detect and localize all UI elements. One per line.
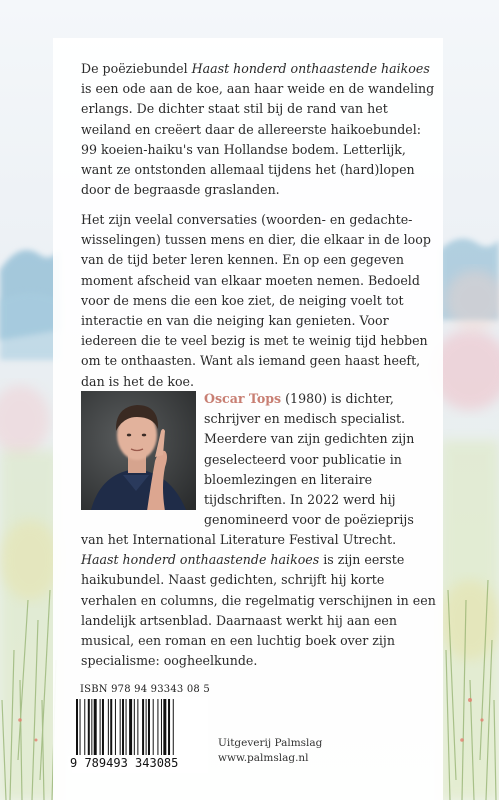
author-bio-intro: Oscar Tops (1980) is dichter, schrijver en medisch specialist. Meerdere van zijn gedichten zijn geselecteerd voor publicatie in bloemlezingen en literaire tijdschriften. In 2022 werd hij genomineerd voor de poëzieprijs: [204, 391, 415, 528]
isbn-label: ISBN 978 94 93343 08 5: [80, 684, 210, 695]
barcode-number: 9 789493 343085: [70, 756, 179, 770]
publisher-info: [218, 736, 322, 766]
author-bio-continued: van het International Literature Festival Utrecht. Haast honderd onthaastende haikoes is zijn eerste haikubundel. Naast gedichten, schrijft hij korte verhalen en columns, die regelmatig verschijnen in een landelijk artsenblad. Daarnaast werkt hij aan een musical, een roman en een luchtig boek over zijn specialisme: oogheelkunde.: [81, 532, 436, 669]
description-paragraph-2: Het zijn veelal conversaties (woorden- en gedachte-wisselingen) tussen mens en dier, die elkaar in de loop van de tijd beter leren kennen. En op een gegeven moment afscheid van elkaar moeten nemen. Bedoeld voor de mens die een koe ziet, de neiging voelt tot interactie en van die neiging kan genieten. Voor iedereen die te veel bezig is met te weinig tijd hebben om te onthaasten. Want als iemand geen haast heeft, dan is het de koe.: [81, 212, 431, 389]
publisher-name: Uitgeverij Palmslag: [218, 737, 323, 749]
author-name: Oscar Tops: [204, 391, 282, 406]
description-paragraph-1: De poëziebundel Haast honderd onthaastende haikoes is een ode aan de koe, aan haar weide en de wandeling erlangs. De dichter staat stil bij de rand van het weiland en creëert daar de allereerste haikoebundel: 99 koeien-haiku's van Hollandse bodem. Letterlijk, want ze ontstonden allemaal tijdens het (hard)lopen door de begraasde graslanden.: [81, 61, 435, 198]
publisher-url: www.palmslag.nl: [218, 752, 309, 764]
author-photo: [81, 391, 196, 510]
